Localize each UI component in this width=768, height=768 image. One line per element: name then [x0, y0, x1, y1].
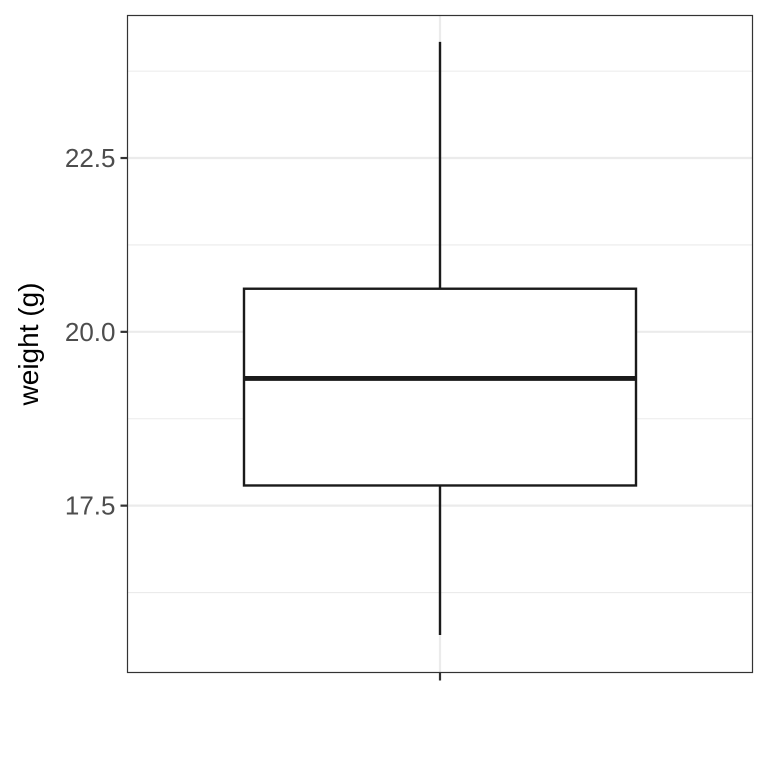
box-iqr — [244, 289, 636, 486]
y-tick-label: 22.5 — [64, 143, 116, 174]
box-weight — [244, 42, 636, 635]
box-layer — [244, 42, 636, 635]
y-tick-label: 17.5 — [64, 490, 116, 521]
y-axis-title: weight (g) — [13, 282, 44, 406]
y-tick-label: 20.0 — [64, 316, 116, 347]
